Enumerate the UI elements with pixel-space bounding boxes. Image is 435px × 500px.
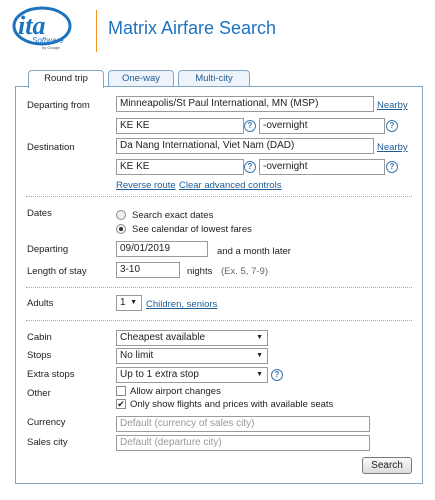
logo-main-text: ita [18,11,46,40]
departing-note: and a month later [217,246,291,257]
children-seniors-link[interactable]: Children, seniors [146,299,218,310]
logo-sub-text: Software [32,36,64,45]
extra-stops-label: Extra stops [27,369,75,380]
allow-airport-changes-checkbox[interactable] [116,386,126,396]
origin-routing-input[interactable]: KE KE [116,118,244,134]
stops-select[interactable] [116,348,268,364]
currency-label: Currency [27,417,66,428]
stops-label: Stops [27,350,52,361]
calendar-radio[interactable] [116,224,126,234]
stops-value: No limit [120,350,154,361]
clear-advanced-link[interactable]: Clear advanced controls [179,180,282,191]
departing-from-label: Departing from [27,100,90,111]
reverse-route-link[interactable]: Reverse route [116,180,176,191]
extra-stops-help-icon[interactable]: ? [271,369,283,381]
exact-dates-radio[interactable] [116,210,126,220]
header-divider [96,10,97,52]
departing-date-input[interactable]: 09/01/2019 [116,241,208,257]
extra-stops-value: Up to 1 extra stop [120,369,199,380]
only-available-label: Only show flights and prices with available seats [130,399,334,410]
origin-routing-help-icon[interactable]: ? [244,120,256,132]
cabin-select[interactable] [116,330,268,346]
adults-value: 1 [120,297,126,308]
sales-city-input[interactable]: Default (departure city) [116,435,370,451]
departing-label: Departing [27,244,69,255]
destination-nearby-link[interactable]: Nearby [377,142,408,153]
exact-dates-label: Search exact dates [132,210,214,221]
other-label: Other [27,388,51,399]
tab-multi-city[interactable]: Multi-city [178,70,250,87]
chevron-down-icon: ▼ [256,352,263,359]
section-divider [26,287,412,288]
origin-nearby-link[interactable]: Nearby [377,100,408,111]
calendar-label: See calendar of lowest fares [132,224,252,235]
logo-by-text: by Google [42,45,61,50]
section-divider [26,320,412,321]
allow-airport-changes-label: Allow airport changes [130,386,221,397]
ita-software-logo [12,6,74,52]
length-of-stay-label: Length of stay [27,266,87,277]
destination-extension-input[interactable]: -overnight [259,159,385,175]
extra-stops-select[interactable] [116,367,268,383]
sales-city-label: Sales city [27,437,68,448]
origin-extension-input[interactable]: -overnight [259,118,385,134]
destination-routing-help-icon[interactable]: ? [244,161,256,173]
tab-one-way[interactable]: One-way [108,70,174,87]
currency-input[interactable]: Default (currency of sales city) [116,416,370,432]
destination-routing-input[interactable]: KE KE [116,159,244,175]
origin-input[interactable]: Minneapolis/St Paul International, MN (MSP) [116,96,374,112]
page-title: Matrix Airfare Search [108,18,277,38]
adults-label: Adults [27,298,54,309]
tab-round-trip[interactable]: Round trip [28,70,104,88]
cabin-label: Cabin [27,332,52,343]
destination-label: Destination [27,142,75,153]
origin-extension-help-icon[interactable]: ? [386,120,398,132]
nights-unit: nights [187,266,213,277]
destination-input[interactable]: Da Nang International, Viet Nam (DAD) [116,138,374,154]
chevron-down-icon: ▼ [130,299,137,306]
search-form-panel [15,86,423,484]
adults-select[interactable] [116,295,142,311]
search-button[interactable]: Search [362,457,412,474]
chevron-down-icon: ▼ [256,371,263,378]
destination-extension-help-icon[interactable]: ? [386,161,398,173]
length-of-stay-input[interactable]: 3-10 [116,262,180,278]
only-available-checkbox[interactable]: ✔ [117,399,125,409]
chevron-down-icon: ▼ [256,334,263,341]
dates-label: Dates [27,208,52,219]
cabin-value: Cheapest available [120,332,206,343]
section-divider [26,196,412,197]
length-hint: (Ex. 5, 7-9) [221,266,268,277]
